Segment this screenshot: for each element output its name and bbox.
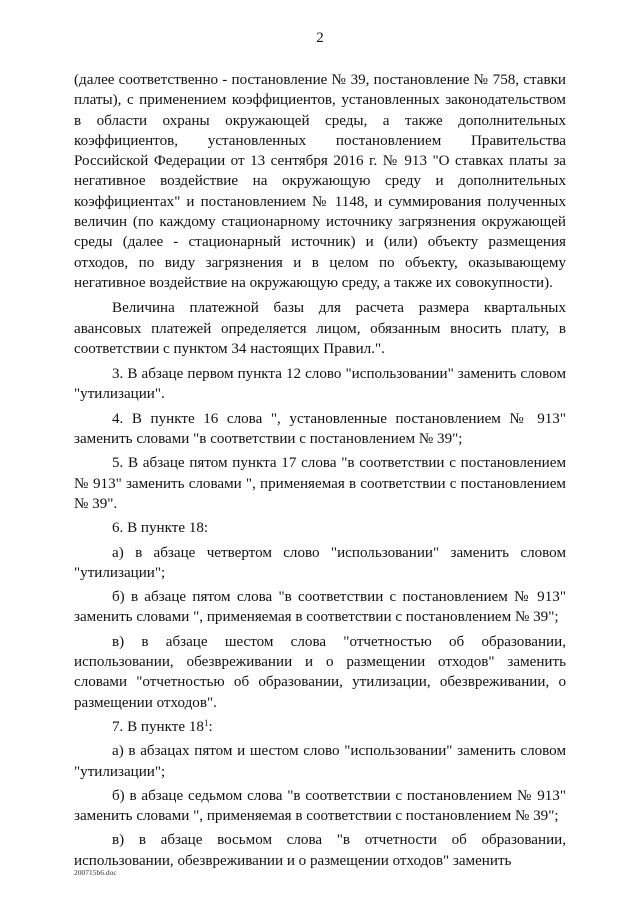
item-7-heading	[74, 717, 566, 737]
document-body	[74, 70, 566, 875]
item-6-v: в) в абзаце шестом слова "отчетностью об образовании, использовании, обезвреживании и о размещении отходов" заменить словами "отчетностью об образовании, утилизации, обезвреживании, о размещении отходов".	[74, 633, 566, 711]
item-7-suffix: :	[208, 718, 213, 735]
item-7-b: б) в абзаце седьмом слова "в соответствии с постановлением № 913" заменить словами ", применяемая в соответствии с постановлением № 39";	[74, 787, 566, 825]
footer-doc-code: 200715b6.doc	[74, 868, 117, 877]
item-6-heading: 6. В пункте 18:	[112, 520, 209, 537]
item-6-a: а) в абзаце четвертом слово "использовании" заменить словом "утилизации";	[74, 544, 566, 581]
item-5: 5. В абзаце пятом пункта 17 слова "в соответствии с постановлением № 913" заменить словами ", применяемая в соответствии с постановлением № 39".	[74, 455, 566, 512]
item-7-prefix: 7. В пункте 18	[112, 718, 204, 735]
paragraph-continuation: (далее соответственно - постановление № 39, постановление № 758, ставки платы), с применением коэффициентов, установленных законодательством в области охраны окружающей среды, а также дополнительных коэффициентов, установленных постановлением Правительства Российской Федерации от 13 сентября 2016 г. № 913 "О ставках платы за негативное воздействие на окружающую среду и дополнительных коэффициентах" и постановлением № 1148, и суммирования полученных величин (по каждому стационарному источнику загрязнения окружающей среды (далее - стационарный источник) и (или) объекту размещения отходов, по виду загрязнения и в целом по объекту, оказывающему негативное воздействие на окружающую среду, а также их совокупности).	[74, 72, 566, 291]
paragraph-payment-base: Величина платежной базы для расчета размера квартальных авансовых платежей определяется лицом, обязанным вносить плату, в соответствии с пунктом 34 настоящих Правил.".	[74, 300, 566, 357]
item-4: 4. В пункте 16 слова ", установленные постановлением № 913" заменить словами "в соответствии с постановлением № 39";	[74, 410, 566, 448]
item-7-superscript: 1	[203, 717, 209, 728]
item-6-b: б) в абзаце пятом слова "в соответствии с постановлением № 913" заменить словами ", применяемая в соответствии с постановлением № 39";	[74, 589, 566, 626]
item-7-v: в) в абзаце восьмом слова "в отчетности об образовании, использовании, обезвреживании и о размещении отходов" заменить	[74, 832, 566, 869]
page-number: 2	[316, 30, 324, 46]
item-3: 3. В абзаце первом пункта 12 слово "использовании" заменить словом "утилизации".	[74, 366, 566, 403]
item-7-a: а) в абзацах пятом и шестом слово "использовании" заменить словом "утилизации";	[74, 743, 566, 780]
